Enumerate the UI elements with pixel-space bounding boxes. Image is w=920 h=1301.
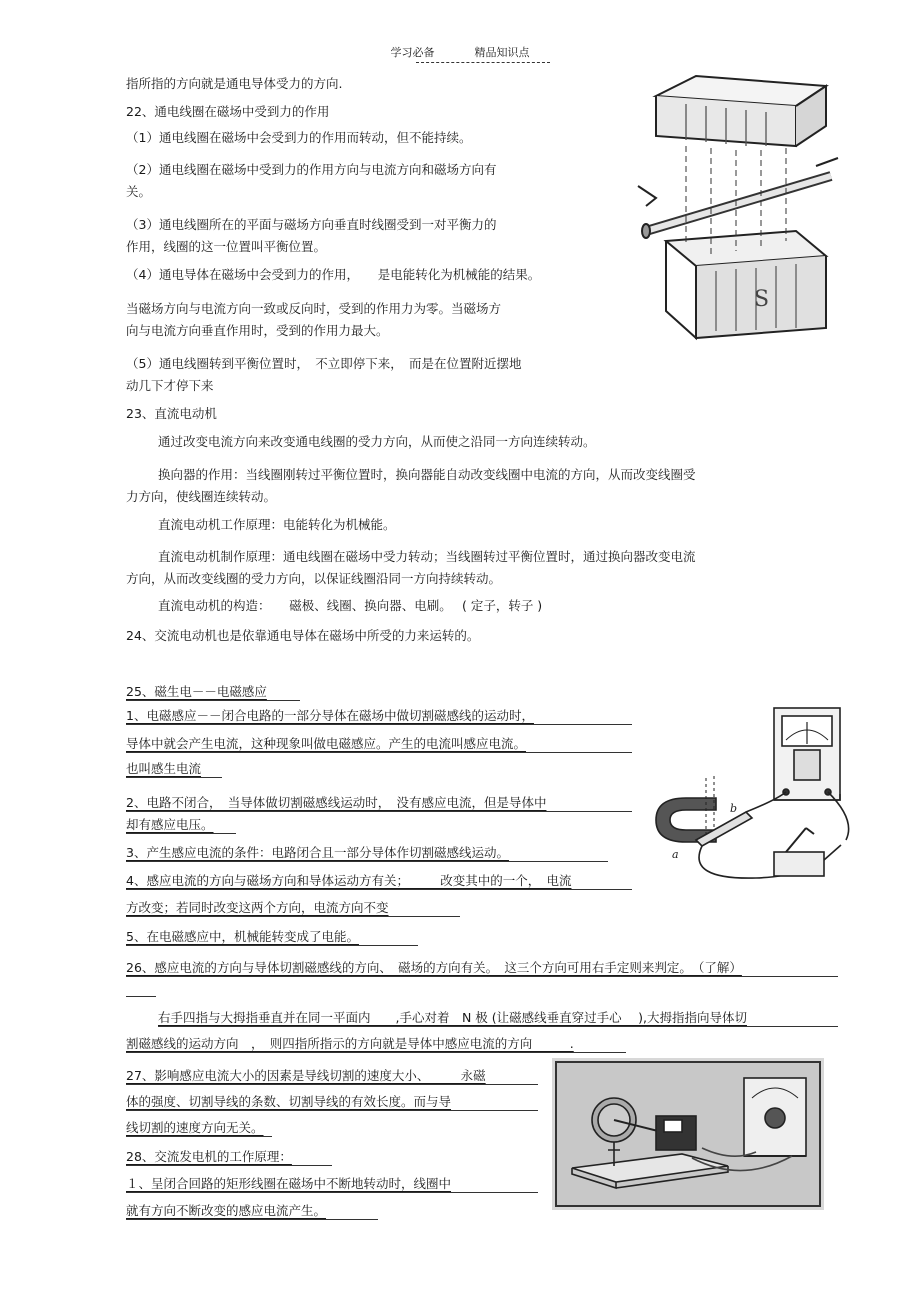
underline-rule — [126, 996, 156, 997]
text-line: 作用，线圈的这一位置叫平衡位置。 — [126, 239, 327, 254]
text-line: 5、在电磁感应中，机械能转变成了电能。 — [126, 929, 359, 944]
text-line: 3、产生感应电流的条件：电路闭合且一部分导体作切割磁感线运动。 — [126, 845, 509, 860]
text-line: 线切割的速度方向无关。 — [126, 1120, 264, 1135]
text-line: 指所指的方向就是通电导体受力的方向. — [126, 76, 343, 91]
text-line: 关。 — [126, 184, 152, 199]
header-rule — [416, 62, 550, 63]
text-line: （1）通电线圈在磁场中会受到力的作用而转动，但不能持续。 — [126, 130, 472, 145]
header-left: 学习必备 — [390, 46, 435, 59]
underline-rule — [126, 861, 608, 862]
section-heading-28: 28、交流发电机的工作原理： — [126, 1149, 292, 1164]
text-line: （2）通电线圈在磁场中受到力的作用方向与电流方向和磁场方向有 — [126, 162, 497, 177]
text-line: （4）通电导体在磁场中会受到力的作用， 是电能转化为机械能的结果。 — [126, 267, 541, 282]
text-line: 就有方向不断改变的感应电流产生。 — [126, 1203, 327, 1218]
text-line: １、呈闭合回路的矩形线圈在磁场中不断地转动时，线圈中 — [126, 1176, 452, 1191]
magnet-rod-figure — [636, 66, 848, 356]
underline-rule — [126, 700, 300, 701]
text-line: 右手四指与大拇指垂直并在同一平面内 ,手心对着 N 极 (让磁感线垂直穿过手心 ),大拇指指向导体切 — [158, 1010, 747, 1025]
text-line: 直流电动机工作原理：电能转化为机械能。 — [158, 517, 396, 532]
section-heading-26: 26、感应电流的方向与导体切割磁感线的方向、 磁场的方向有关。 这三个方向可用右手定则来判定。 （了解） — [126, 960, 742, 975]
generator-model-figure — [552, 1058, 824, 1210]
underline-rule — [126, 1136, 272, 1137]
underline-rule — [126, 976, 838, 977]
text-line: 动几下才停下来 — [126, 378, 214, 393]
underline-rule — [126, 1192, 538, 1193]
underline-rule — [126, 833, 236, 834]
text-line: 2、电路不闭合， 当导体做切割磁感线运动时， 没有感应电流，但是导体中 — [126, 795, 547, 810]
text-line: 力方向，使线圈连续转动。 — [126, 489, 277, 504]
text-line: 方改变；若同时改变这两个方向，电流方向不变 — [126, 900, 389, 915]
text-line: 也叫感生电流 — [126, 761, 202, 776]
text-line: 直流电动机制作原理：通电线圈在磁场中受力转动；当线圈转过平衡位置时，通过换向器改变电流 — [158, 549, 696, 564]
figure-label-b: b — [730, 802, 738, 815]
section-heading-22: 22、通电线圈在磁场中受到力的作用 — [126, 104, 330, 119]
text-line: 4、感应电流的方向与磁场方向和导体运动方有关； 改变其中的一个， 电流 — [126, 873, 572, 888]
underline-rule — [126, 1052, 626, 1053]
text-line: 体的强度、切割导线的条数、切割导线的有效长度。而与导 — [126, 1094, 452, 1109]
text-line: 1、电磁感应－－闭合电路的一部分导体在磁场中做切割磁感线的运动时， — [126, 708, 534, 723]
header-right: 精品知识点 — [474, 46, 530, 59]
underline-rule — [126, 1110, 538, 1111]
underline-rule — [126, 1165, 332, 1166]
underline-rule — [126, 777, 222, 778]
svg-text:S: S — [754, 287, 770, 312]
text-line: 却有感应电压。 — [126, 817, 214, 832]
text-line: 方向，从而改变线圈的受力方向，以保证线圈沿同一方向持续转动。 — [126, 571, 502, 586]
text-line: 向与电流方向垂直作用时，受到的作用力最大。 — [126, 323, 389, 338]
text-line: 导体中就会产生电流，这种现象叫做电磁感应。产生的电流叫感应电流。 — [126, 736, 527, 751]
figure-label-a: a — [672, 848, 679, 861]
underline-rule — [126, 1219, 378, 1220]
text-line: （5）通电线圈转到平衡位置时， 不立即停下来， 而是在位置附近摆地 — [126, 356, 522, 371]
underline-rule — [126, 916, 460, 917]
section-heading-24: 24、交流电动机也是依靠通电导体在磁场中所受的力来运转的。 — [126, 628, 480, 643]
text-line: 直流电动机的构造： 磁极、线圈、换向器、电刷。 ( 定子，转子 ) — [158, 598, 543, 613]
underline-rule — [126, 945, 418, 946]
text-line: 当磁场方向与电流方向一致或反向时，受到的作用力为零。当磁场方 — [126, 301, 502, 316]
section-heading-27: 27、影响感应电流大小的因素是导线切割的速度大小、 永磁 — [126, 1068, 486, 1083]
section-heading-25: 25、磁生电－－电磁感应 — [126, 684, 267, 699]
page-header — [0, 44, 920, 60]
underline-rule — [158, 1026, 838, 1027]
section-heading-23: 23、直流电动机 — [126, 406, 217, 421]
text-line: 换向器的作用：当线圈刚转过平衡位置时，换向器能自动改变线圈中电流的方向，从而改变线圈受 — [158, 467, 696, 482]
underline-rule — [126, 724, 632, 725]
underline-rule — [126, 889, 632, 890]
text-line: （3）通电线圈所在的平面与磁场方向垂直时线圈受到一对平衡力的 — [126, 217, 497, 232]
text-line: 通过改变电流方向来改变通电线圈的受力方向，从而使之沿同一方向连续转动。 — [158, 434, 596, 449]
underline-rule — [126, 752, 632, 753]
underline-rule — [126, 1084, 538, 1085]
underline-rule — [126, 811, 632, 812]
galvanometer-induction-figure — [646, 700, 852, 890]
text-line: 割磁感线的运动方向 ， 则四指所指示的方向就是导体中感应电流的方向 . — [126, 1036, 574, 1051]
